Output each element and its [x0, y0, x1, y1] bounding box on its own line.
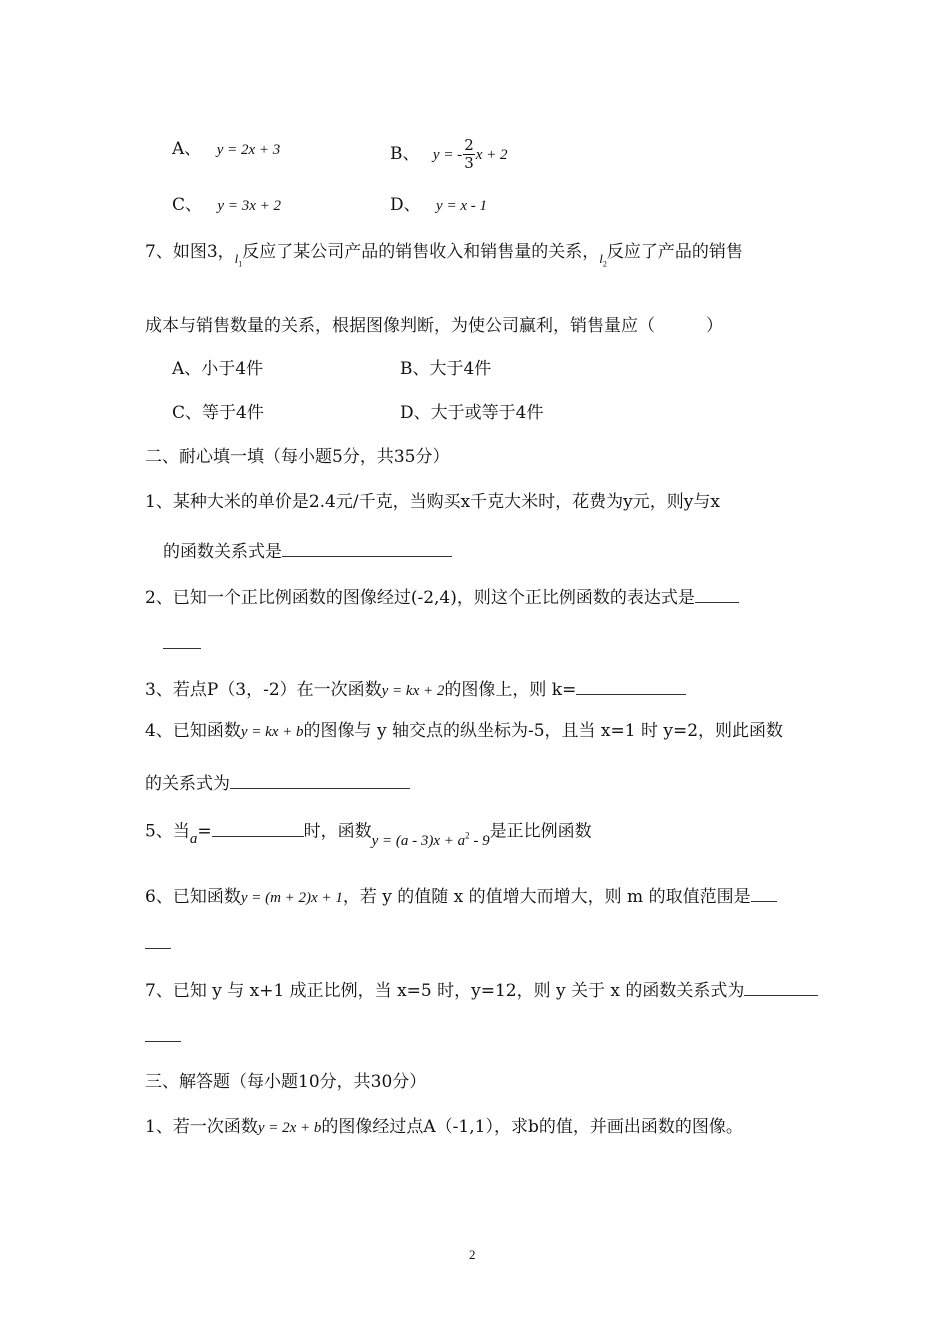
option-6a	[172, 137, 280, 162]
question-text: 1、若一次函数	[145, 1117, 258, 1137]
question-text: 的关系式为	[145, 774, 230, 794]
section-3-title: 三、解答题（每小题10分，共30分）	[145, 1072, 427, 1092]
question-text: 7、已知 y 与 x+1 成正比例，当 x=5 时，y=12，则 y 关于 x 的函数关系式为	[145, 981, 745, 1001]
option-6b	[390, 137, 508, 172]
question-text: ，若 y 的值随 x 的值增大而增大，则 m 的取值范围是	[342, 887, 751, 907]
fill-5	[145, 815, 592, 849]
question-text: 反应了产品的销售	[606, 242, 743, 262]
option-7c: C、等于4件	[172, 403, 264, 423]
option-label: A、	[172, 139, 202, 159]
section-2-title: 二、耐心填一填（每小题5分，共35分）	[145, 447, 450, 467]
question-text: 时，函数	[303, 821, 372, 842]
answer-blank[interactable]	[695, 584, 739, 603]
option-7b: B、大于4件	[400, 359, 492, 379]
page-number: 2	[469, 1247, 476, 1262]
line-l1-symbol	[234, 251, 243, 269]
option-label: D、	[390, 195, 421, 215]
answer-blank-continued[interactable]	[145, 930, 171, 949]
answer-blank[interactable]	[744, 977, 818, 996]
symbol-l: l	[234, 251, 239, 266]
question-text: 3、若点P（3，-2）在一次函数	[145, 680, 382, 700]
option-expression: y = x - 1	[436, 198, 487, 214]
symbol-l: l	[599, 251, 603, 266]
fill-4-line1	[145, 719, 783, 744]
fill-2-line2	[163, 630, 201, 656]
question-text: 的图像经过点A（-1,1），求b的值，并画出函数的图像。	[321, 1117, 743, 1137]
question-text: 是正比例函数	[489, 821, 592, 842]
function-expression	[372, 830, 490, 850]
option-6d	[390, 193, 487, 218]
question-7-line2: 成本与销售数量的关系，根据图像判断，为使公司赢利，销售量应（ ）	[145, 316, 723, 336]
answer-blank-continued[interactable]	[163, 630, 201, 649]
question-text: 的函数关系式是	[163, 542, 282, 562]
line-l2-symbol	[599, 251, 607, 269]
option-7d: D、大于或等于4件	[400, 403, 544, 423]
symbol-subscript: 2	[602, 259, 607, 269]
question-text: 7、如图3，	[145, 242, 235, 262]
option-7a: A、小于4件	[172, 359, 264, 379]
function-expression: y = kx + 2	[381, 683, 445, 699]
fill-1-line2	[163, 538, 452, 564]
fill-2-line1	[145, 584, 739, 610]
fill-4-line2	[145, 770, 410, 796]
fill-7-line2	[145, 1023, 181, 1049]
answer-blank[interactable]	[212, 818, 304, 837]
equals-sign: =	[197, 821, 212, 842]
option-expression-rhs: x + 2	[475, 147, 508, 163]
answer-blank[interactable]	[230, 770, 410, 789]
question-text: 4、已知函数	[145, 721, 241, 741]
fraction	[463, 137, 475, 172]
function-expression: y = kx + b	[240, 724, 304, 740]
question-7-line1	[145, 240, 743, 271]
answer-blank[interactable]	[751, 883, 777, 902]
fill-6-line2	[145, 930, 171, 956]
option-6c	[172, 193, 281, 218]
question-text: 5、当	[145, 821, 190, 842]
option-label: C、	[172, 195, 203, 215]
fill-6-line1	[145, 883, 777, 910]
answer-blank-continued[interactable]	[145, 1023, 181, 1042]
exponent: 2	[465, 830, 470, 840]
question-text: 的图像与 y 轴交点的纵坐标为-5，且当 x=1 时 y=2，则此函数	[303, 721, 784, 741]
variable-a: a	[189, 830, 198, 847]
fraction-denominator: 3	[464, 154, 474, 172]
expression-part: y = (a - 3)x + a	[371, 832, 466, 849]
fill-1-line1: 1、某种大米的单价是2.4元/千克，当购买x千克大米时，花费为y元，则y与x	[145, 492, 720, 512]
fill-3	[145, 676, 686, 703]
function-expression: y = 2x + b	[257, 1120, 322, 1136]
function-expression: y = (m + 2)x + 1	[240, 890, 343, 906]
solve-1	[145, 1115, 743, 1140]
answer-blank[interactable]	[576, 676, 686, 695]
question-text: 6、已知函数	[145, 887, 241, 907]
answer-blank[interactable]	[282, 538, 452, 557]
option-expression: y = 3x + 2	[217, 198, 281, 214]
symbol-subscript: 1	[238, 259, 243, 269]
fill-7-line1	[145, 977, 818, 1003]
option-expression-lhs: y = -	[432, 147, 463, 163]
question-text: 反应了某公司产品的销售收入和销售量的关系，	[242, 242, 600, 262]
option-label: B、	[390, 144, 420, 164]
expression-part: - 9	[469, 832, 490, 849]
question-text: 2、已知一个正比例函数的图像经过(-2,4)，则这个正比例函数的表达式是	[145, 588, 695, 608]
fraction-numerator: 2	[464, 136, 474, 154]
question-text: 的图像上，则 k=	[444, 680, 577, 700]
option-expression: y = 2x + 3	[216, 142, 281, 158]
